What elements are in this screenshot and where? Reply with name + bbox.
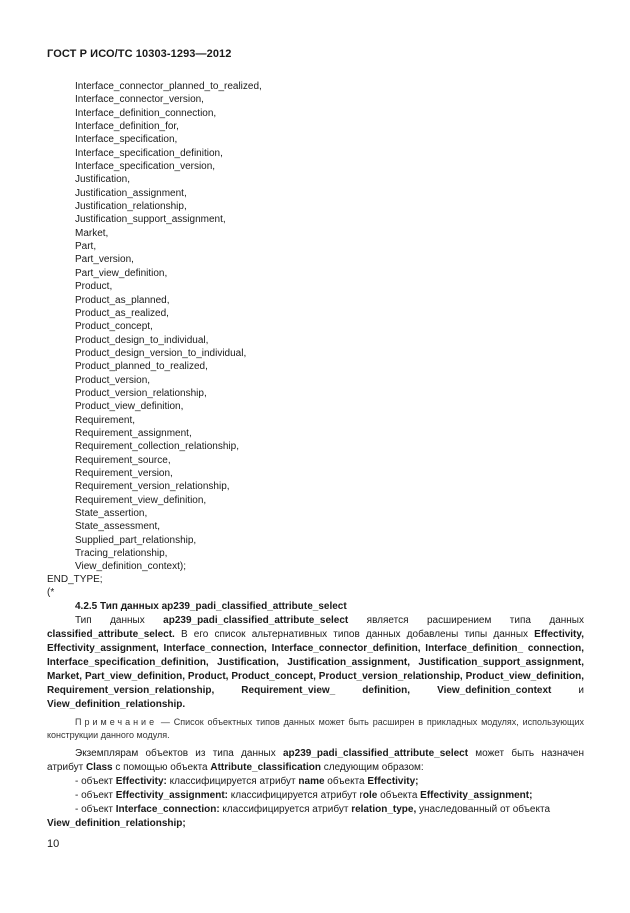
- note-text: — Список объектных типов данных может быть расширен в прикладных модулях, использующих конструкции данного модуля.: [47, 717, 584, 740]
- text-run-bold: Effectivity_assignment;: [420, 790, 533, 801]
- section-paragraph-1: [47, 614, 584, 712]
- text-run-bold: Effectivity_assignment:: [115, 790, 228, 801]
- text-run: следующим образом:: [320, 762, 424, 773]
- text-run-bold: Attribute_classification: [210, 762, 321, 773]
- type-list-item: Product_design_to_individual,: [75, 334, 209, 346]
- type-list-item: Product_design_version_to_individual,: [75, 347, 247, 359]
- text-run-bold: Effectivity, Effectivity_assignment, Interface_connection, Interface_connector_definition, Interface_definition_ connection, Interface_specification_definition, Justification, Justification_assignment, Justification_support_assignment, Market, Part_view_definition, Product, Product_concept, Product_version_relationship, Product_view_definition, Requirement_version_relationship, Requirement_view_ definition, View_definition_context: [47, 629, 584, 696]
- list-item: [47, 789, 584, 803]
- list-item: [47, 775, 584, 789]
- type-list-item: Interface_connector_version,: [75, 94, 204, 106]
- type-list-item: Market,: [75, 227, 109, 239]
- text-run-bold: ole: [362, 790, 378, 801]
- text-run-bold: classified_attribute_select.: [47, 629, 175, 640]
- type-list-item: Product,: [75, 281, 113, 293]
- type-list-item: View_definition_context);: [75, 561, 186, 573]
- section-paragraph-2: [47, 747, 584, 775]
- document-header: ГОСТ Р ИСО/ТС 10303-1293—2012: [47, 48, 232, 60]
- text-run: классифицируется атрибут r: [228, 790, 363, 801]
- page-number: 10: [47, 838, 60, 850]
- type-list-item: Requirement,: [75, 414, 136, 426]
- type-list-item: Tracing_relationship,: [75, 548, 168, 560]
- text-run: Тип данных: [75, 615, 164, 626]
- type-list-item: Requirement_source,: [75, 454, 171, 466]
- section-heading: 4.2.5 Тип данных ap239_padi_classified_attribute_select: [75, 601, 347, 612]
- type-list-item: Interface_specification_version,: [75, 161, 216, 173]
- type-list: [75, 80, 575, 574]
- type-list-item: Product_as_planned,: [75, 294, 170, 306]
- type-list-item: Product_version_relationship,: [75, 387, 207, 399]
- text-run: - объект: [75, 804, 116, 815]
- comment-open: (*: [47, 587, 55, 599]
- text-run-bold: ap239_padi_classified_attribute_select: [163, 615, 349, 626]
- text-run-bold: Effectivity:: [115, 776, 167, 787]
- note: [47, 716, 584, 742]
- text-run: - объект: [75, 790, 116, 801]
- text-run-bold: Effectivity;: [367, 776, 419, 787]
- note-label: Примечание: [75, 717, 158, 727]
- end-type: END_TYPE;: [47, 574, 103, 585]
- text-run-bold: name: [298, 776, 325, 787]
- type-list-item: Justification_relationship,: [75, 201, 187, 213]
- type-list-item: Requirement_version,: [75, 467, 173, 479]
- type-list-item: Product_version,: [75, 374, 151, 386]
- type-list-item: Requirement_assignment,: [75, 427, 192, 439]
- text-run-bold: ap239_padi_classified_attribute_select: [282, 748, 469, 759]
- text-run: объекта: [377, 790, 421, 801]
- type-list-item: Interface_specification,: [75, 134, 178, 146]
- text-run: классифицируется атрибут: [219, 804, 352, 815]
- text-run-bold: relation_type,: [351, 804, 417, 815]
- type-list-item: Product_view_definition,: [75, 401, 184, 413]
- text-run: может быть назначен атрибут: [47, 748, 585, 773]
- type-list-item: Requirement_view_definition,: [75, 494, 207, 506]
- list-item: [47, 803, 584, 831]
- text-run: классифицируется атрибут: [166, 776, 299, 787]
- type-list-item: Justification_assignment,: [75, 187, 187, 199]
- section-4-2-5: [47, 600, 584, 831]
- text-run: и: [551, 685, 584, 696]
- type-list-item: Product_concept,: [75, 321, 153, 333]
- type-list-item: Interface_specification_definition,: [75, 147, 223, 159]
- type-list-item: Interface_definition_for,: [75, 121, 179, 133]
- text-run-bold: View_definition_relationship.: [47, 699, 186, 710]
- type-list-item: Justification_support_assignment,: [75, 214, 226, 226]
- type-list-item: Requirement_collection_relationship,: [75, 441, 239, 453]
- text-run-bold: Interface_connection:: [115, 804, 220, 815]
- text-run: с помощью объекта: [112, 762, 211, 773]
- type-list-item: Product_as_realized,: [75, 307, 169, 319]
- type-list-item: Product_planned_to_realized,: [75, 361, 208, 373]
- type-list-item: Requirement_version_relationship,: [75, 481, 230, 493]
- type-list-item: Part_view_definition,: [75, 267, 168, 279]
- type-list-item: Part_version,: [75, 254, 134, 266]
- text-run: является расширением типа данных: [348, 615, 584, 626]
- type-list-item: Interface_connector_planned_to_realized,: [75, 81, 262, 92]
- type-list-item: Interface_definition_connection,: [75, 107, 217, 119]
- type-list-item: Part,: [75, 241, 97, 253]
- text-run: унаследованный от объекта: [416, 804, 551, 815]
- text-run-bold: Class: [85, 762, 113, 773]
- type-list-item: State_assessment,: [75, 521, 161, 533]
- type-list-item: Supplied_part_relationship,: [75, 534, 197, 546]
- text-run: объекта: [324, 776, 368, 787]
- code-tail: [47, 573, 587, 600]
- text-run: В его список альтернативных типов данных добавлены типы данных: [174, 629, 535, 640]
- text-run-bold: View_definition_relationship;: [47, 818, 186, 829]
- type-list-item: Justification,: [75, 174, 131, 186]
- type-list-item: State_assertion,: [75, 508, 148, 519]
- text-run: - объект: [75, 776, 116, 787]
- text-run: Экземплярам объектов из типа данных: [75, 748, 283, 759]
